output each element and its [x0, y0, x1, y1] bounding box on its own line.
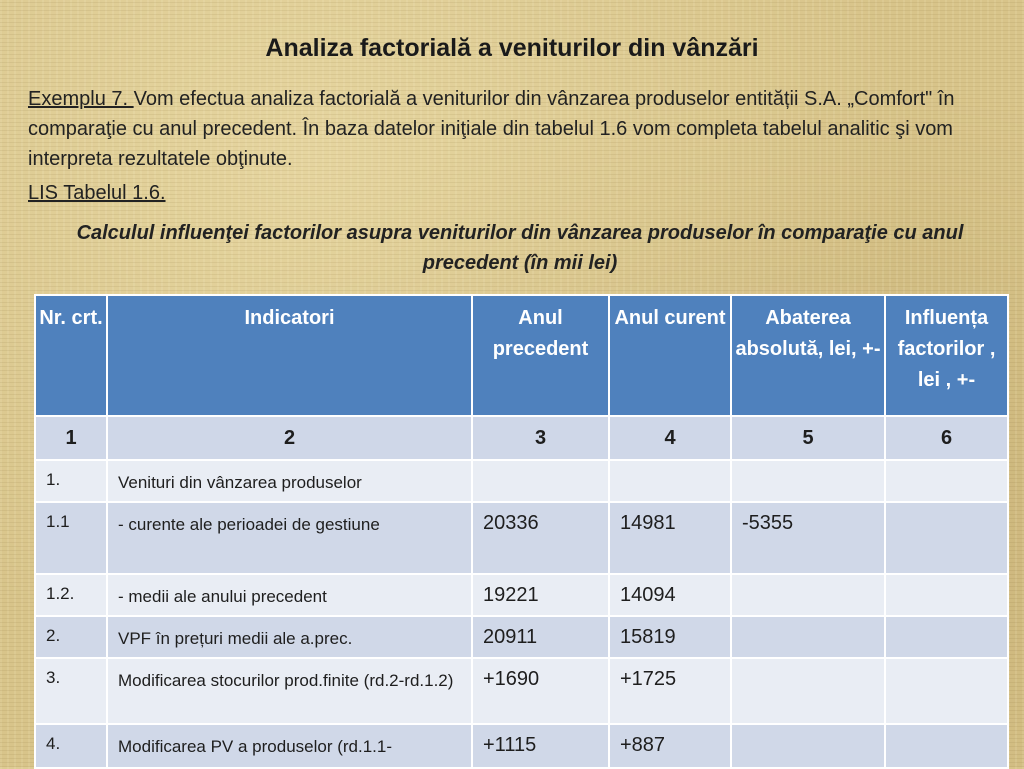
header-anul-precedent: Anul precedent — [472, 295, 609, 416]
cell-dev — [731, 724, 885, 768]
cell-indicator: Modificarea stocurilor prod.finite (rd.2-rd.1.2) — [107, 658, 472, 724]
table-header-row — [35, 295, 1008, 416]
table-row — [35, 724, 1008, 768]
col-number: 4 — [609, 416, 731, 460]
slide-title: Analiza factorială a veniturilor din vânzări — [265, 34, 759, 62]
table-caption: Calculul influenţei factorilor asupra veniturilor din vânzarea produselor în comparaţie cu anul precedent (în mii lei) — [76, 222, 964, 274]
cell-prev: 19221 — [472, 574, 609, 616]
cell-nr: 3. — [35, 658, 107, 724]
cell-infl — [885, 502, 1008, 574]
cell-dev — [731, 658, 885, 724]
col-number: 5 — [731, 416, 885, 460]
cell-prev — [472, 460, 609, 502]
cell-curr: 15819 — [609, 616, 731, 658]
cell-curr: 14981 — [609, 502, 731, 574]
cell-indicator: - medii ale anului precedent — [107, 574, 472, 616]
intro-text: Vom efectua analiza factorială a veniturilor din vânzarea produselor entității S.A. „Comfort" în comparaţie cu anul precedent. În baza datelor iniţiale din tabelul 1.6 vom completa tabelul analitic şi vom interpreta rezultatele obţinute. — [28, 88, 955, 170]
intro-paragraph — [28, 84, 1003, 174]
cell-infl — [885, 616, 1008, 658]
example-label: Exemplu 7. — [28, 88, 134, 110]
cell-curr: +1725 — [609, 658, 731, 724]
header-indicatori: Indicatori — [107, 295, 472, 416]
table-row — [35, 460, 1008, 502]
cell-nr: 2. — [35, 616, 107, 658]
cell-indicator: Venituri din vânzarea produselor — [107, 460, 472, 502]
cell-infl — [885, 724, 1008, 768]
cell-infl — [885, 574, 1008, 616]
table-reference: LIS Tabelul 1.6. — [28, 182, 166, 204]
cell-nr: 1.1 — [35, 502, 107, 574]
col-number: 2 — [107, 416, 472, 460]
cell-infl — [885, 460, 1008, 502]
cell-indicator: Modificarea PV a produselor (rd.1.1- — [107, 724, 472, 768]
cell-prev: +1690 — [472, 658, 609, 724]
table-row — [35, 616, 1008, 658]
header-abaterea: Abaterea absolută, lei, +- — [731, 295, 885, 416]
header-nr: Nr. crt. — [35, 295, 107, 416]
cell-dev: -5355 — [731, 502, 885, 574]
cell-indicator: - curente ale perioadei de gestiune — [107, 502, 472, 574]
cell-curr — [609, 460, 731, 502]
cell-indicator: VPF în prețuri medii ale a.prec. — [107, 616, 472, 658]
table-row — [35, 502, 1008, 574]
col-number: 6 — [885, 416, 1008, 460]
cell-prev: 20336 — [472, 502, 609, 574]
table-row — [35, 658, 1008, 724]
cell-dev — [731, 616, 885, 658]
cell-nr: 1.2. — [35, 574, 107, 616]
column-number-row — [35, 416, 1008, 460]
header-anul-curent: Anul curent — [609, 295, 731, 416]
cell-prev: 20911 — [472, 616, 609, 658]
col-number: 3 — [472, 416, 609, 460]
factor-analysis-table — [34, 294, 1009, 769]
cell-curr: +887 — [609, 724, 731, 768]
header-influenta: Influența factorilor , lei , +- — [885, 295, 1008, 416]
cell-nr: 1. — [35, 460, 107, 502]
cell-infl — [885, 658, 1008, 724]
cell-prev: +1115 — [472, 724, 609, 768]
table-row — [35, 574, 1008, 616]
cell-curr: 14094 — [609, 574, 731, 616]
cell-nr: 4. — [35, 724, 107, 768]
cell-dev — [731, 574, 885, 616]
col-number: 1 — [35, 416, 107, 460]
cell-dev — [731, 460, 885, 502]
